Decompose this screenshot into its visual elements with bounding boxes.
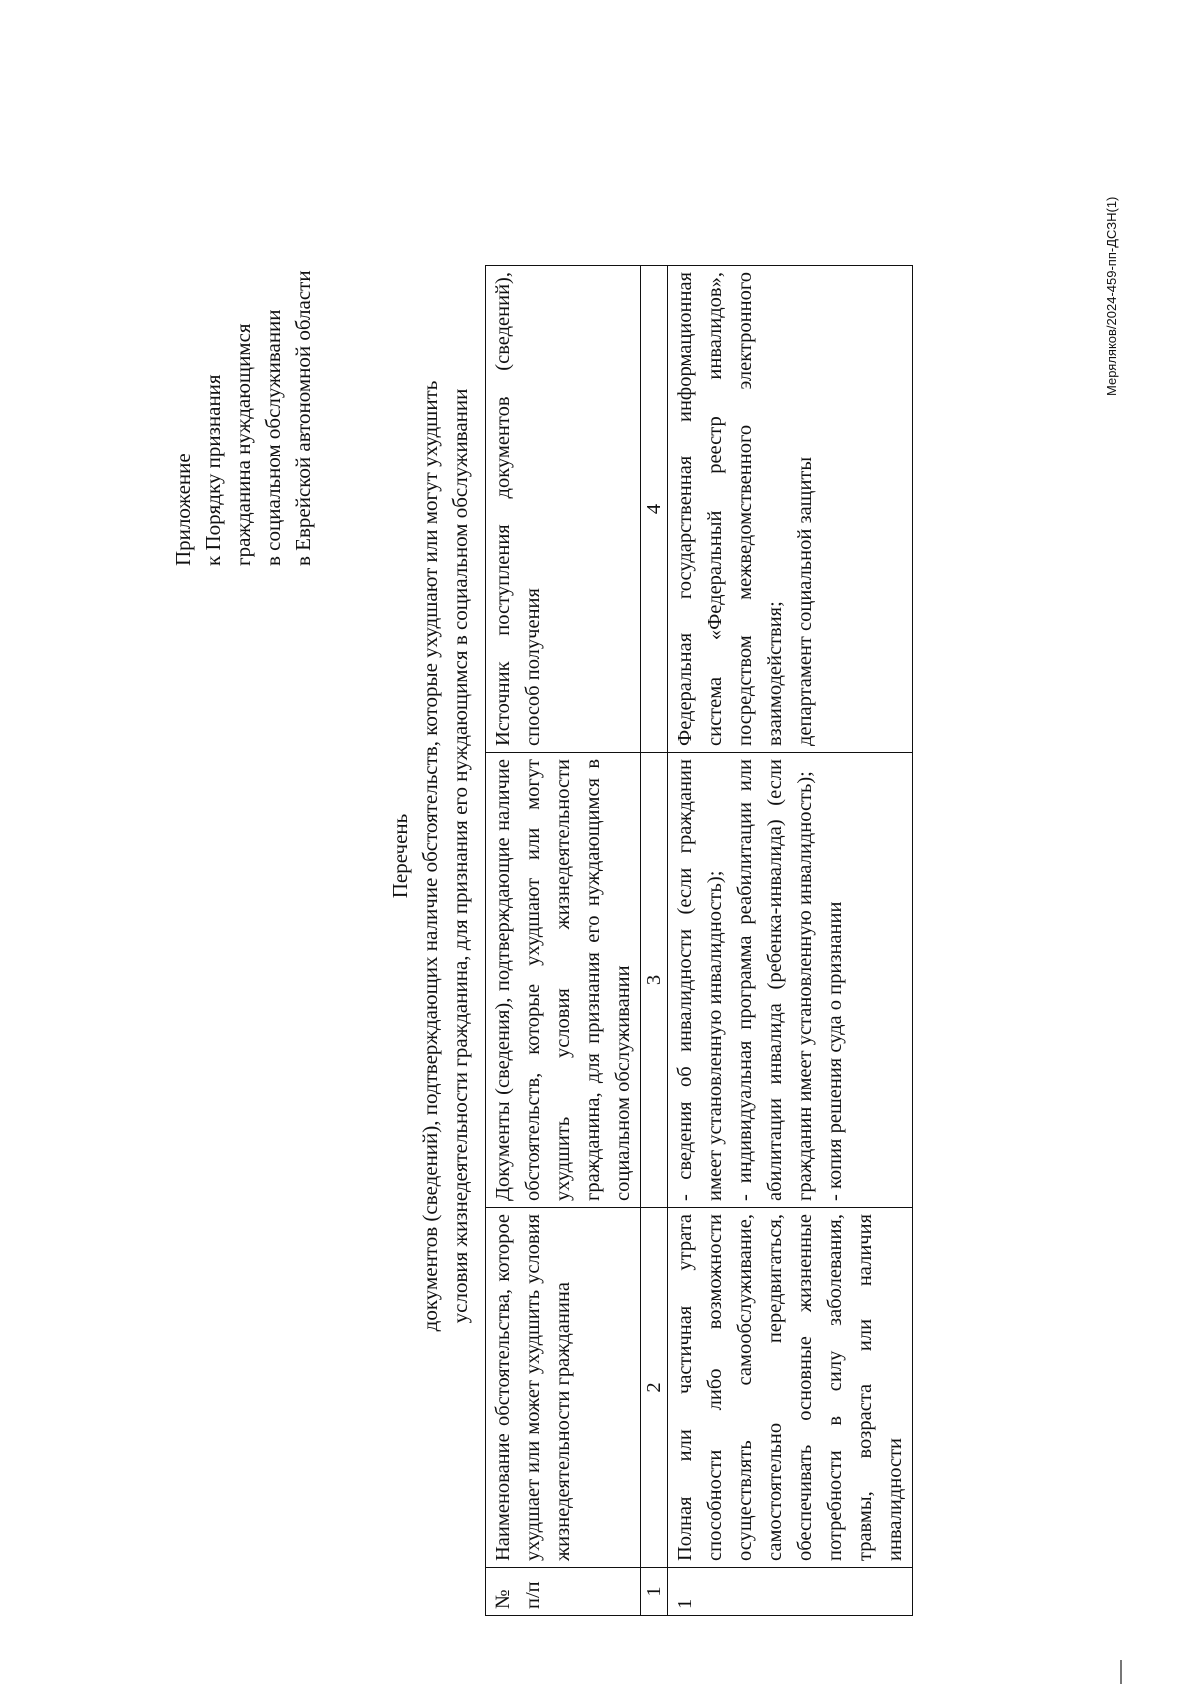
registry-code: Меряляков/2024-459-пп-ДСЗН(1) (1104, 196, 1119, 396)
table-row (668, 266, 913, 1616)
source-item: департамент социальной защиты (794, 456, 816, 746)
appendix-block (168, 270, 318, 566)
title-line-1: документов (сведений), подтверждающих наличие обстоятельств, которые ухудшают или могут ухудшить (418, 380, 442, 1332)
document-title (385, 206, 475, 1506)
row-source (668, 266, 913, 753)
header-num: № п/п (486, 1568, 641, 1616)
title-heading: Перечень (388, 813, 412, 899)
row-num: 1 (668, 1568, 913, 1616)
margin-mark (1120, 1660, 1122, 1684)
document-item: - копия решения суда о признании (824, 901, 846, 1201)
document-item: - индивидуальная программа реабилитации или абилитации инвалида (ребенка-инвалида) (если гражданин имеет установленную инвалидность); (734, 759, 816, 1201)
appendix-line: в социальном обслуживании (261, 309, 285, 566)
table-header-row (486, 266, 641, 1616)
title-line-2: условия жизнедеятельности гражданина, для признания его нуждающимся в социальном обслуживании (448, 388, 472, 1324)
appendix-line: в Еврейской автономной области (291, 270, 315, 566)
column-number: 2 (641, 1208, 668, 1568)
column-number: 4 (641, 266, 668, 753)
header-circumstance: Наименование обстоятельства, которое ухудшает или может ухудшить условия жизнедеятельности гражданина (486, 1208, 641, 1568)
header-documents: Документы (сведения), подтверждающие наличие обстоятельств, которые ухудшают или могут ухудшить условия жизнедеятельности гражданина, для признания его нуждающимся в социальном обслуживании (486, 753, 641, 1208)
column-number: 3 (641, 753, 668, 1208)
source-item: Федеральная государственная информационная система «Федеральный реестр инвалидов», посредством межведомственного электронного взаимодействия; (674, 272, 786, 746)
document-item: - сведения об инвалидности (если гражданин имеет установленную инвалидность); (674, 759, 726, 1201)
row-circumstance: Полная или частичная утрата способности либо возможности осуществлять самообслуживание, самостоятельно передвигаться, обеспечивать основные жизненные потребности в силу заболевания, травмы, возраста или наличия инвалидности (668, 1208, 913, 1568)
header-source: Источник поступления документов (сведений), способ получения (486, 266, 641, 753)
column-number-row (641, 266, 668, 1616)
documents-table (485, 265, 913, 1616)
column-number: 1 (641, 1568, 668, 1616)
appendix-line: к Порядку признания (201, 374, 225, 566)
appendix-line: Приложение (171, 453, 195, 566)
row-documents (668, 753, 913, 1208)
appendix-line: гражданина нуждающимся (231, 323, 255, 566)
